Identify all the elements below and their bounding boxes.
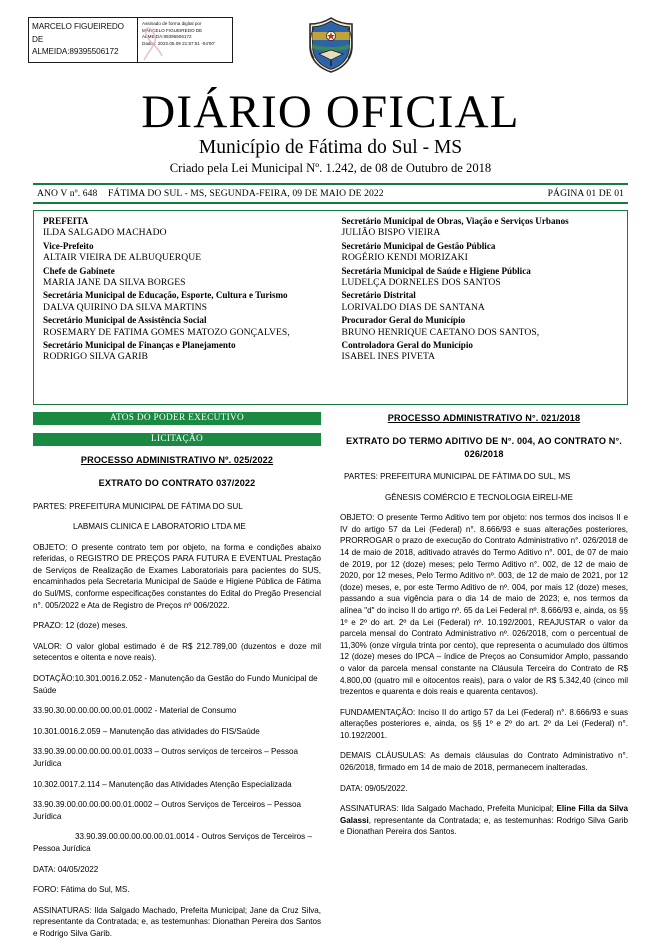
parties-line-2-left: LABMAIS CLINICA E LABORATORIO LTDA ME	[73, 522, 246, 532]
official-name: DALVA QUIRINO DA SILVA MARTINS	[43, 301, 208, 313]
official-role: Secretário Municipal de Finanças e Planejamento	[43, 340, 236, 351]
assinaturas-paragraph-left: ASSINATURAS: Ilda Salgado Machado, Prefeita Municipal; Jane da Cruz Silva, representante da Contratada; e, as testemunhas: Dionathan Pereira dos Santos e Rodrigo Silva Garib.	[33, 905, 321, 938]
issue-page-number: PÁGINA 01 DE 01	[547, 188, 624, 199]
signature-detail-block	[138, 18, 232, 62]
parties-line-1-left: PARTES: PREFEITURA MUNICIPAL DE FÁTIMA DO SUL	[33, 501, 243, 511]
valor-paragraph-left: VALOR: O valor global estimado é de R$ 212.789,00 (duzentos e doze mil setecentos e oitenta e nove reais).	[33, 641, 321, 663]
masthead-subtitle: Município de Fátima do Sul - MS	[198, 137, 463, 158]
extract-title-left: EXTRATO DO CONTRATO 037/2022	[98, 478, 256, 488]
official-name: BRUNO HENRIQUE CAETANO DOS SANTOS,	[341, 326, 540, 338]
process-title-left: PROCESSO ADMINISTRATIVO Nº. 025/2022	[80, 455, 274, 465]
dotacao-line: 33.90.39.00.00.00.00.00.01.0033 – Outros serviços de terceiros – Pessoa Jurídica	[33, 747, 299, 768]
signature-name-line-3: ALMEIDA:89395506172	[32, 47, 119, 56]
dotacao-line: 33.90.39.00.00.00.00.00.01.0002 – Outros Serviços de Terceiros – Pessoa Jurídica	[33, 800, 302, 821]
signature-detail-line-4: Dados: 2022.05.09 21:57:51 -04'00'	[142, 40, 215, 46]
content-column-left	[33, 412, 321, 949]
signature-name-block	[29, 18, 137, 62]
content-column-right	[340, 412, 628, 847]
digital-signature-stamp	[28, 17, 233, 63]
banner-licitacao: LICITAÇÃO	[33, 433, 321, 446]
banner-atos-poder-executivo: ATOS DO PODER EXECUTIVO	[33, 412, 321, 425]
prazo-paragraph-left: PRAZO: 12 (doze) meses.	[33, 621, 128, 631]
signature-name-line-1: MARCELO FIGUEIREDO	[32, 22, 124, 31]
issue-date: FÁTIMA DO SUL - MS, SEGUNDA-FEIRA, 09 DE MAIO DE 2022	[108, 188, 384, 199]
page-title: DIÁRIO OFICIAL	[141, 86, 520, 138]
assinaturas-prefix: ASSINATURAS: Ilda Salgado Machado, Prefeita Municipal;	[340, 804, 557, 814]
parties-line-2-right: GÊNESIS COMÉRCIO E TECNOLOGIA EIRELI-ME	[385, 492, 573, 502]
official-name: ISABEL INES PIVETA	[341, 351, 436, 363]
official-name: ROSEMARY DE FATIMA GOMES MATOZO GONÇALVES,	[43, 326, 290, 338]
dotacao-line-indented: 33.90.39.00.00.00.00.00.01.0014 - Outros Serviços de Terceiros – Pessoa Jurídica	[33, 832, 312, 853]
official-role: Secretário Municipal de Obras, Viação e Serviços Urbanos	[341, 216, 569, 226]
extract-title-right: EXTRATO DO TERMO ADITIVO DE N°. 004, AO CONTRATO N°. 026/2018	[346, 436, 622, 459]
issue-bar	[33, 186, 628, 201]
official-name: ALTAIR VIEIRA DE ALBUQUERQUE	[43, 252, 202, 264]
assinaturas-bold-name: Eline Filla da Silva Galassi	[340, 804, 628, 825]
official-role: Secretário Municipal de Gestão Pública	[341, 240, 496, 251]
officials-box	[33, 210, 628, 405]
official-role: Secretária Municipal de Educação, Esporte, Cultura e Turismo	[43, 290, 288, 301]
data-line-left: DATA: 04/05/2022	[33, 864, 99, 874]
official-name: LORIVALDO DIAS DE SANTANA	[341, 301, 485, 313]
data-line-right: DATA: 09/05/2022.	[340, 783, 408, 793]
official-name: MARIA JANE DA SILVA BORGES	[43, 277, 186, 289]
municipal-crest-icon	[305, 16, 357, 74]
objeto-paragraph-left: OBJETO: O presente contrato tem por objeto, na forma e condições abaixo referidas, o REGISTRO DE PREÇOS PARA FUTURA E EVENTUAL Prestação de Serviços de Realização de Exames Laboratoriais para pacientes do SUS, encaminhados pela Secretaria Municipal de Saúde e Higiene Pública de Fátima do Sul/MS, conforme especificações constantes do Edital do Pregão Presencial n°. 005/2022 e Ata de Registro de Preços nº 006/2022.	[33, 542, 321, 610]
official-name: JULIÃO BISPO VIEIRA	[341, 227, 441, 239]
official-role: PREFEITA	[43, 216, 89, 226]
parties-line-1-right: PARTES: PREFEITURA MUNICIPAL DE FÁTIMA DO SUL, MS	[344, 472, 571, 481]
dotacao-line: 33.90.30.00.00.00.00.00.01.0002 - Material de Consumo	[33, 706, 237, 716]
official-role: Secretária Municipal de Saúde e Higiene Pública	[341, 265, 531, 276]
masthead-law-line: Criado pela Lei Municipal Nº. 1.242, de 08 de Outubro de 2018	[169, 161, 492, 175]
officials-column-left	[34, 211, 331, 404]
dotacao-line: 10.302.0017.2.114 – Manutenção das Atividades Atenção Especializada	[33, 779, 292, 789]
official-role: Procurador Geral do Município	[341, 315, 466, 326]
signature-detail-line-1: Assinado de forma digital por	[142, 21, 202, 26]
process-title-right: PROCESSO ADMINISTRATIVO N°. 021/2018	[387, 413, 581, 423]
official-name: ROGÉRIO KENDI MORIZAKI	[341, 252, 468, 264]
header-rule-bottom	[33, 202, 628, 204]
officials-column-right	[331, 211, 628, 404]
foro-line-left: FORO: Fátima do Sul, MS.	[33, 885, 130, 895]
signature-name-line-2: DE	[32, 34, 44, 44]
official-role: Chefe de Gabinete	[43, 265, 115, 276]
official-role: Vice-Prefeito	[43, 240, 94, 251]
signature-detail-line-2: MARCELO FIGUEIREDO DE	[142, 27, 203, 33]
demais-clausulas-paragraph: DEMAIS CLÁUSULAS: As demais cláusulas do Contrato Administrativo n°. 026/2018, firmado em 14 de maio de 2018, permanecem inalteradas.	[340, 751, 628, 773]
assinaturas-suffix: , representante da Contratada; e, as testemunhas: Rodrigo Silva Garib e Dionathan Pereira dos Santos.	[340, 815, 628, 837]
issue-year-number: ANO V nº. 648	[37, 188, 98, 199]
official-role: Secretário Municipal de Assistência Social	[43, 315, 207, 326]
assinaturas-paragraph-right	[340, 803, 628, 838]
signature-detail-line-3: ALMEIDA:89395506172	[142, 34, 192, 40]
dotacao-line: 10.301.0016.2.059 – Manutenção das atividades do FIS/Saúde	[33, 726, 260, 736]
official-name: LUDELÇA DORNELES DOS SANTOS	[341, 277, 501, 289]
dotacao-line: DOTAÇÃO:10.301.0016.2.052 - Manutenção da Gestão do Fundo Municipal de Saúde	[33, 674, 318, 695]
official-name: ILDA SALGADO MACHADO	[43, 227, 167, 239]
objeto-paragraph-right: OBJETO: O presente Termo Aditivo tem por objeto: nos termos dos incisos II e IV do artigo 57 da Lei (Federal) n°. 8.666/93 e suas alterações posteriores, PRORROGAR o prazo de execução do Contrato Administrativo n°. 026/2018 de 14 de maio de 2018, aditivado através do Termo Aditivo n°. 001, de 07 de maio de 2019, por 12 (doze) meses; pelo Termo Aditivo n°. 002, de 12 de maio de 2020, por 12 meses, Pelo Termo Aditivo nº. 003, de 12 de maio de 2021, por 12 (doze) meses, e, por este Termo Aditivo de nº. 004, por mais 12 (doze) meses, passando a sua vigência para o dia 14 de maio de 2023; e, nos termos da alínea "d" do inciso II do artigo nº. 65 da Lei Federal nº. 8.666/93 e, ainda, os §§ 1º e 2º do art. 2º da Lei (Federal) nº. 10.192/2001, REAJUSTAR o valor da parcela mensal do Contrato Administrativo nº. 026/2018, com o percentual de 11,30% (onze vírgula trinta por cento), que representa o acumulado dos últimos 12 (doze) meses do IPCA – índice de Preços ao Consumidor Amplo, passando o valor da parcela mensal constante na Cláusula Terceira do Contrato de R$ 4.800,00 (quatro mil e oitocentos reais), para o valor de R$ 5.342,40 (cinco mil trezentos e quarenta e dois reais e quarenta centavos).	[340, 513, 628, 697]
official-role: Controladora Geral do Município	[341, 340, 473, 351]
header-rule-top	[33, 183, 628, 185]
fundamentacao-paragraph: FUNDAMENTAÇÃO: Inciso II do artigo 57 da Lei (Federal) n°. 8.666/93 e suas alterações posteriores e, ainda, os §§ 1º e 2º do art. 2º da Lei (Federal) n°. 10.192/2001.	[340, 707, 628, 740]
official-name: RODRIGO SILVA GARIB	[43, 351, 148, 363]
official-role: Secretário Distrital	[341, 290, 416, 301]
